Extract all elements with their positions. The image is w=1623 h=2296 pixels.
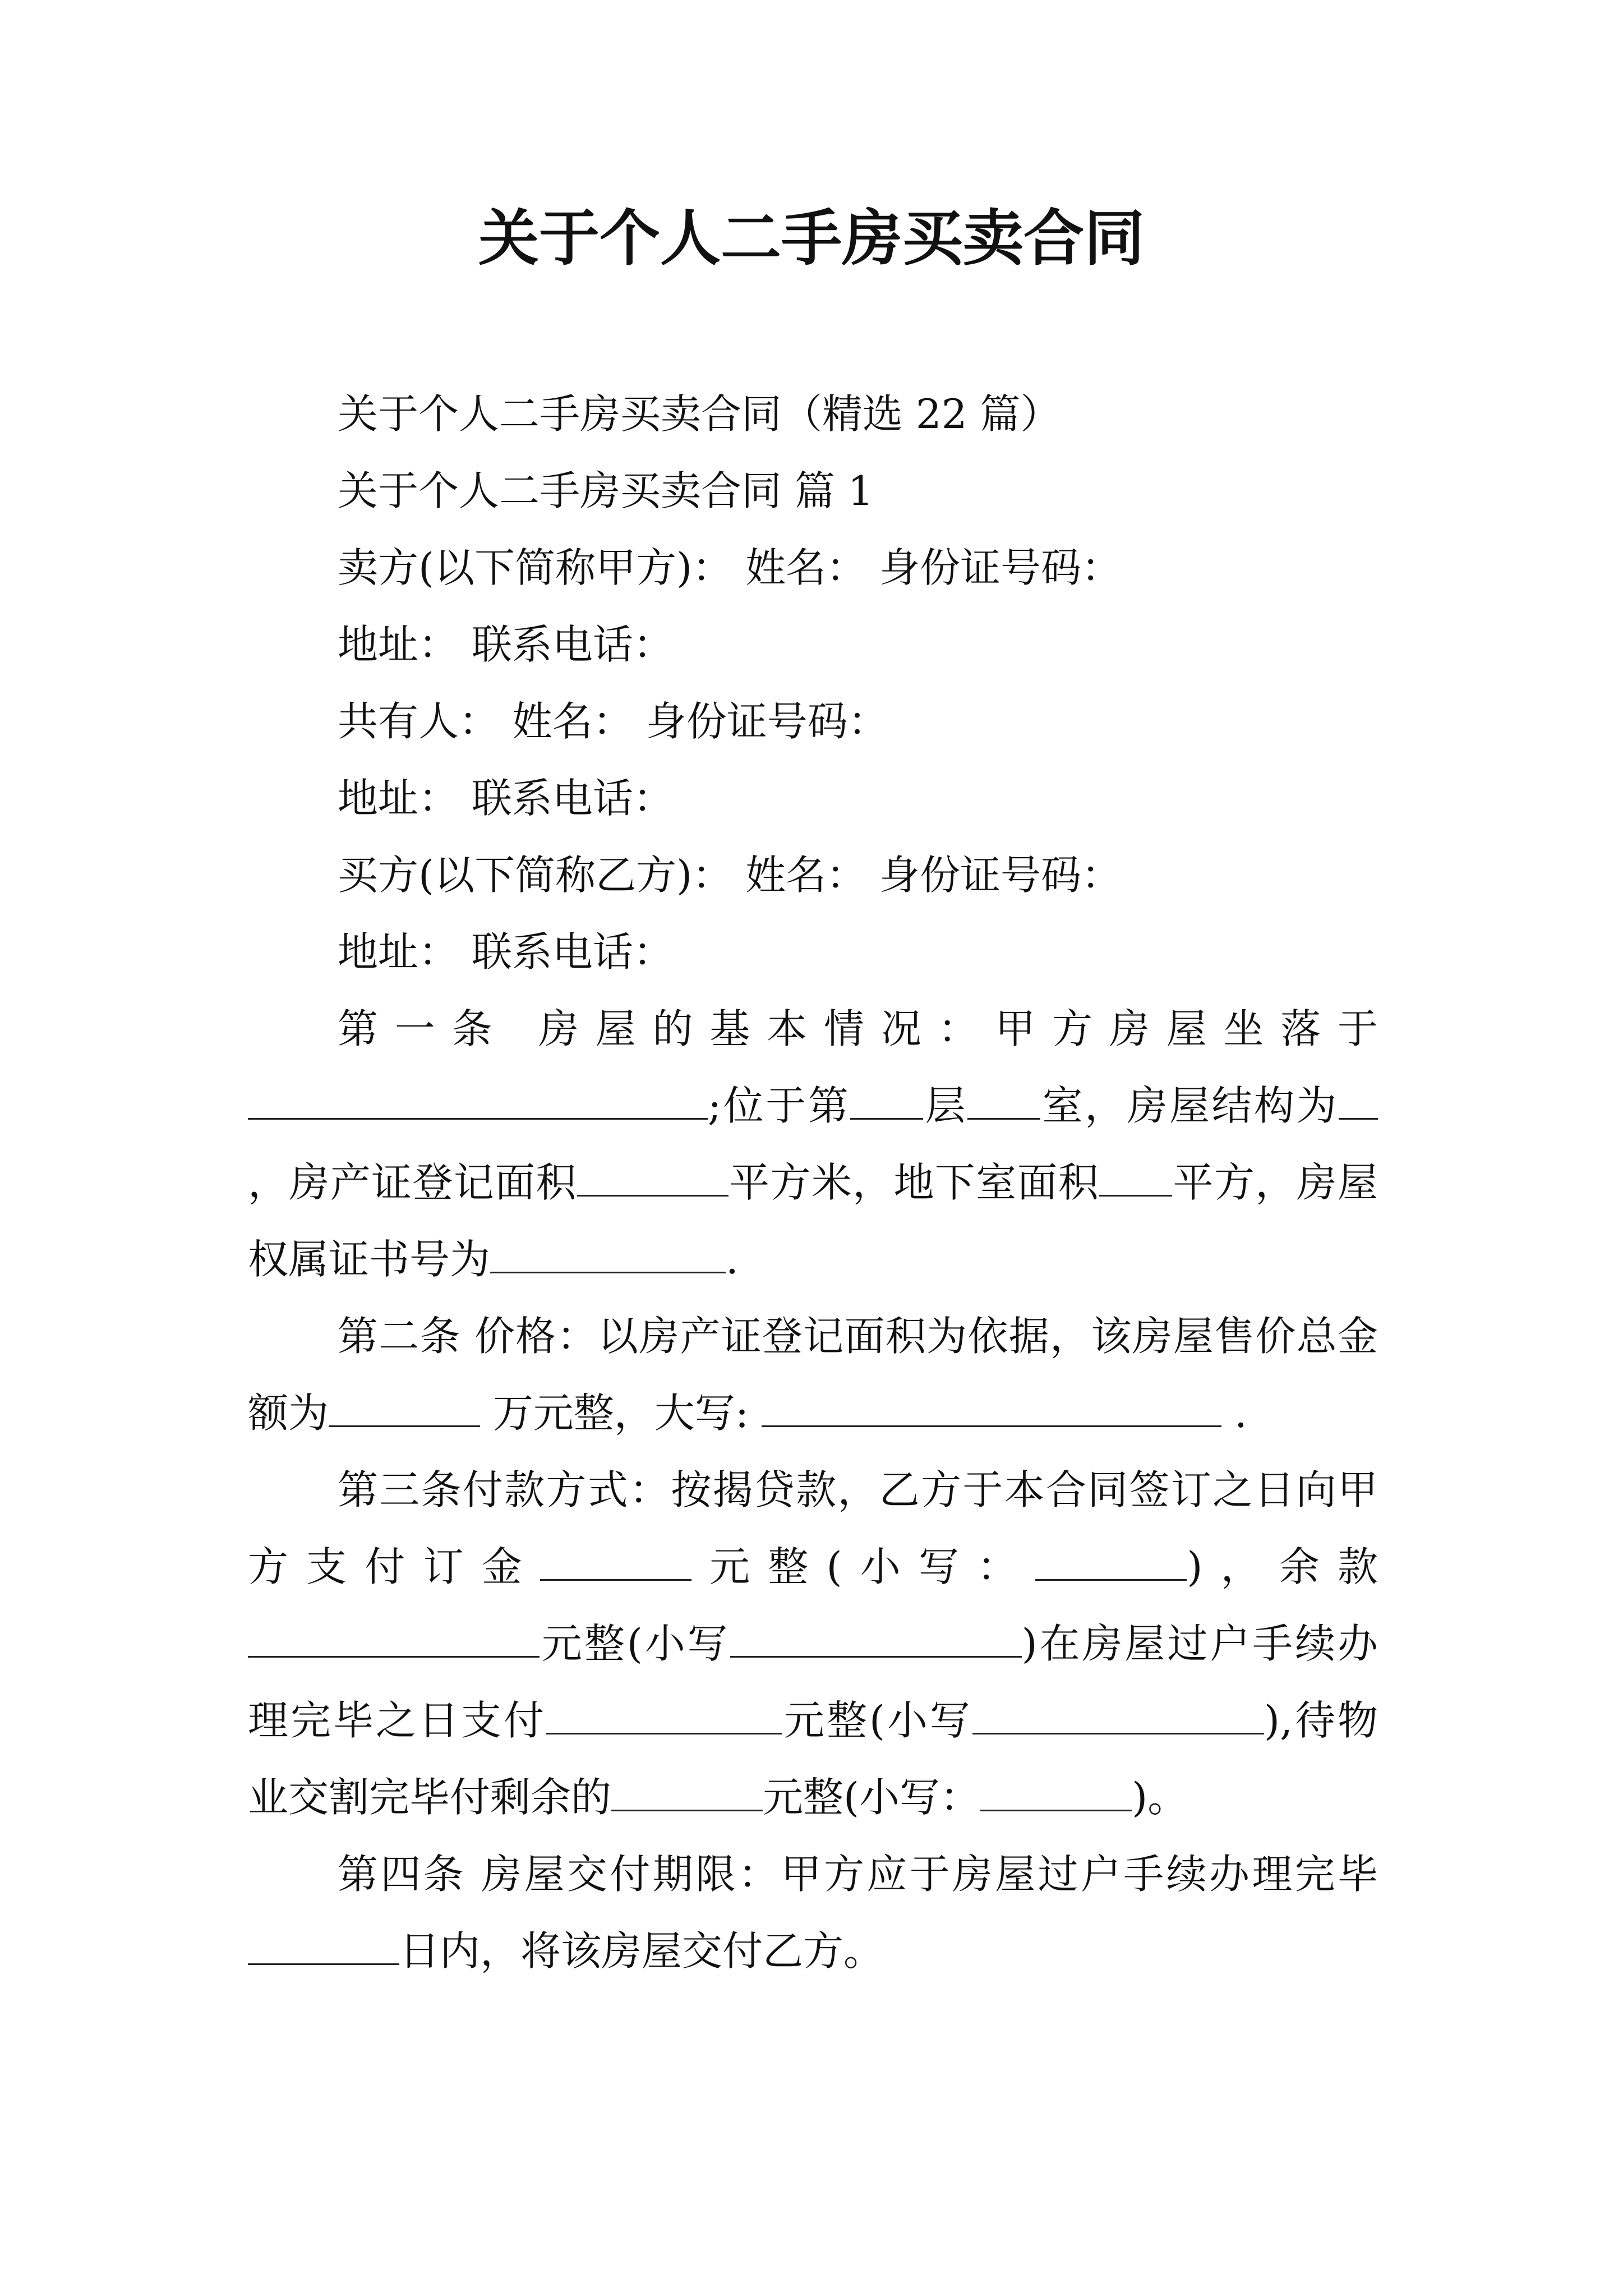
paragraph-article-4 (248, 1836, 1378, 1990)
blank-line (577, 1157, 728, 1197)
blank-line (611, 1772, 763, 1811)
article1-text: 第一条 房屋的基本情况：甲方房屋坐落于 (338, 1005, 1378, 1052)
article3-text: 元整(小写： (691, 1543, 1036, 1590)
blank-line (762, 1387, 1221, 1427)
paragraph-buyer: 买方(以下简称乙方)： 姓名： 身份证号码： (338, 852, 1122, 899)
blank-line (248, 1080, 708, 1120)
blank-line (730, 1618, 1022, 1658)
article3-text: )。 (1132, 1774, 1188, 1821)
blank-line (1035, 1541, 1187, 1581)
article2-text: 第二条 价格：以房产证登记面积为依据，该房屋售价总金额为 (248, 1313, 1378, 1437)
blank-line (248, 1618, 540, 1658)
article2-text: 万元整，大写: (480, 1389, 762, 1437)
paragraph-buyer-address: 地址： 联系电话： (338, 928, 674, 976)
paragraph-seller: 卖方(以下简称甲方)： 姓名： 身份证号码： (338, 544, 1122, 591)
paragraph-subtitle: 关于个人二手房买卖合同（精选 22 篇） (338, 390, 1061, 438)
blank-line (490, 1234, 726, 1273)
article3-text: 第三条付款方式：按揭贷款，乙方于本合同签订之日向甲方支付订金 (248, 1466, 1378, 1590)
article4-text: 日内，将该房屋交付乙方。 (399, 1927, 884, 1975)
article1-text: ;位于第 (708, 1082, 851, 1129)
blank-line (248, 1925, 399, 1965)
paragraph-co-owner: 共有人： 姓名： 身份证号码： (338, 698, 888, 745)
paragraph-article-3 (248, 1452, 1378, 1836)
article3-text: ),待物业交割完毕付剩余的 (248, 1697, 1378, 1821)
article1-text: 层 (923, 1082, 968, 1129)
document-body (248, 376, 1378, 1990)
article3-text: 元整(小写 (540, 1620, 730, 1667)
article4-text: 第四条 房屋交付期限：甲方应于房屋过户手续办理完毕 (338, 1851, 1378, 1898)
paragraph-co-owner-address: 地址： 联系电话： (338, 775, 674, 822)
paragraph-article-1 (248, 991, 1378, 1298)
article1-text: ，房产证登记面积 (248, 1159, 577, 1206)
article1-text: 室，房屋结构为 (1040, 1082, 1339, 1129)
paragraph-seller-address: 地址： 联系电话： (338, 621, 674, 668)
article3-text: 元整(小写 (781, 1697, 973, 1744)
blank-line (980, 1772, 1132, 1811)
blank-line (546, 1695, 782, 1734)
article3-text: )，余款 (1187, 1543, 1378, 1590)
article3-text: 元整(小写： (763, 1774, 981, 1821)
article1-text: . (726, 1236, 739, 1283)
paragraph-article-2 (248, 1298, 1378, 1452)
blank-line (1099, 1157, 1172, 1197)
article3-text: )在房屋过户手续办理完毕之日支付 (248, 1620, 1378, 1744)
paragraph-section-heading: 关于个人二手房买卖合同 篇 1 (338, 467, 874, 514)
article1-text: 平方米，地下室面积 (728, 1159, 1100, 1206)
blank-line (850, 1080, 923, 1120)
document-title: 关于个人二手房买卖合同 (478, 203, 1145, 274)
blank-line (967, 1080, 1040, 1120)
article2-text: . (1221, 1389, 1247, 1437)
blank-line (540, 1541, 691, 1581)
article1-text: 平方，房屋权属证书号为 (248, 1159, 1378, 1283)
blank-line (1339, 1080, 1378, 1120)
blank-line (972, 1695, 1264, 1734)
blank-line (329, 1387, 480, 1427)
